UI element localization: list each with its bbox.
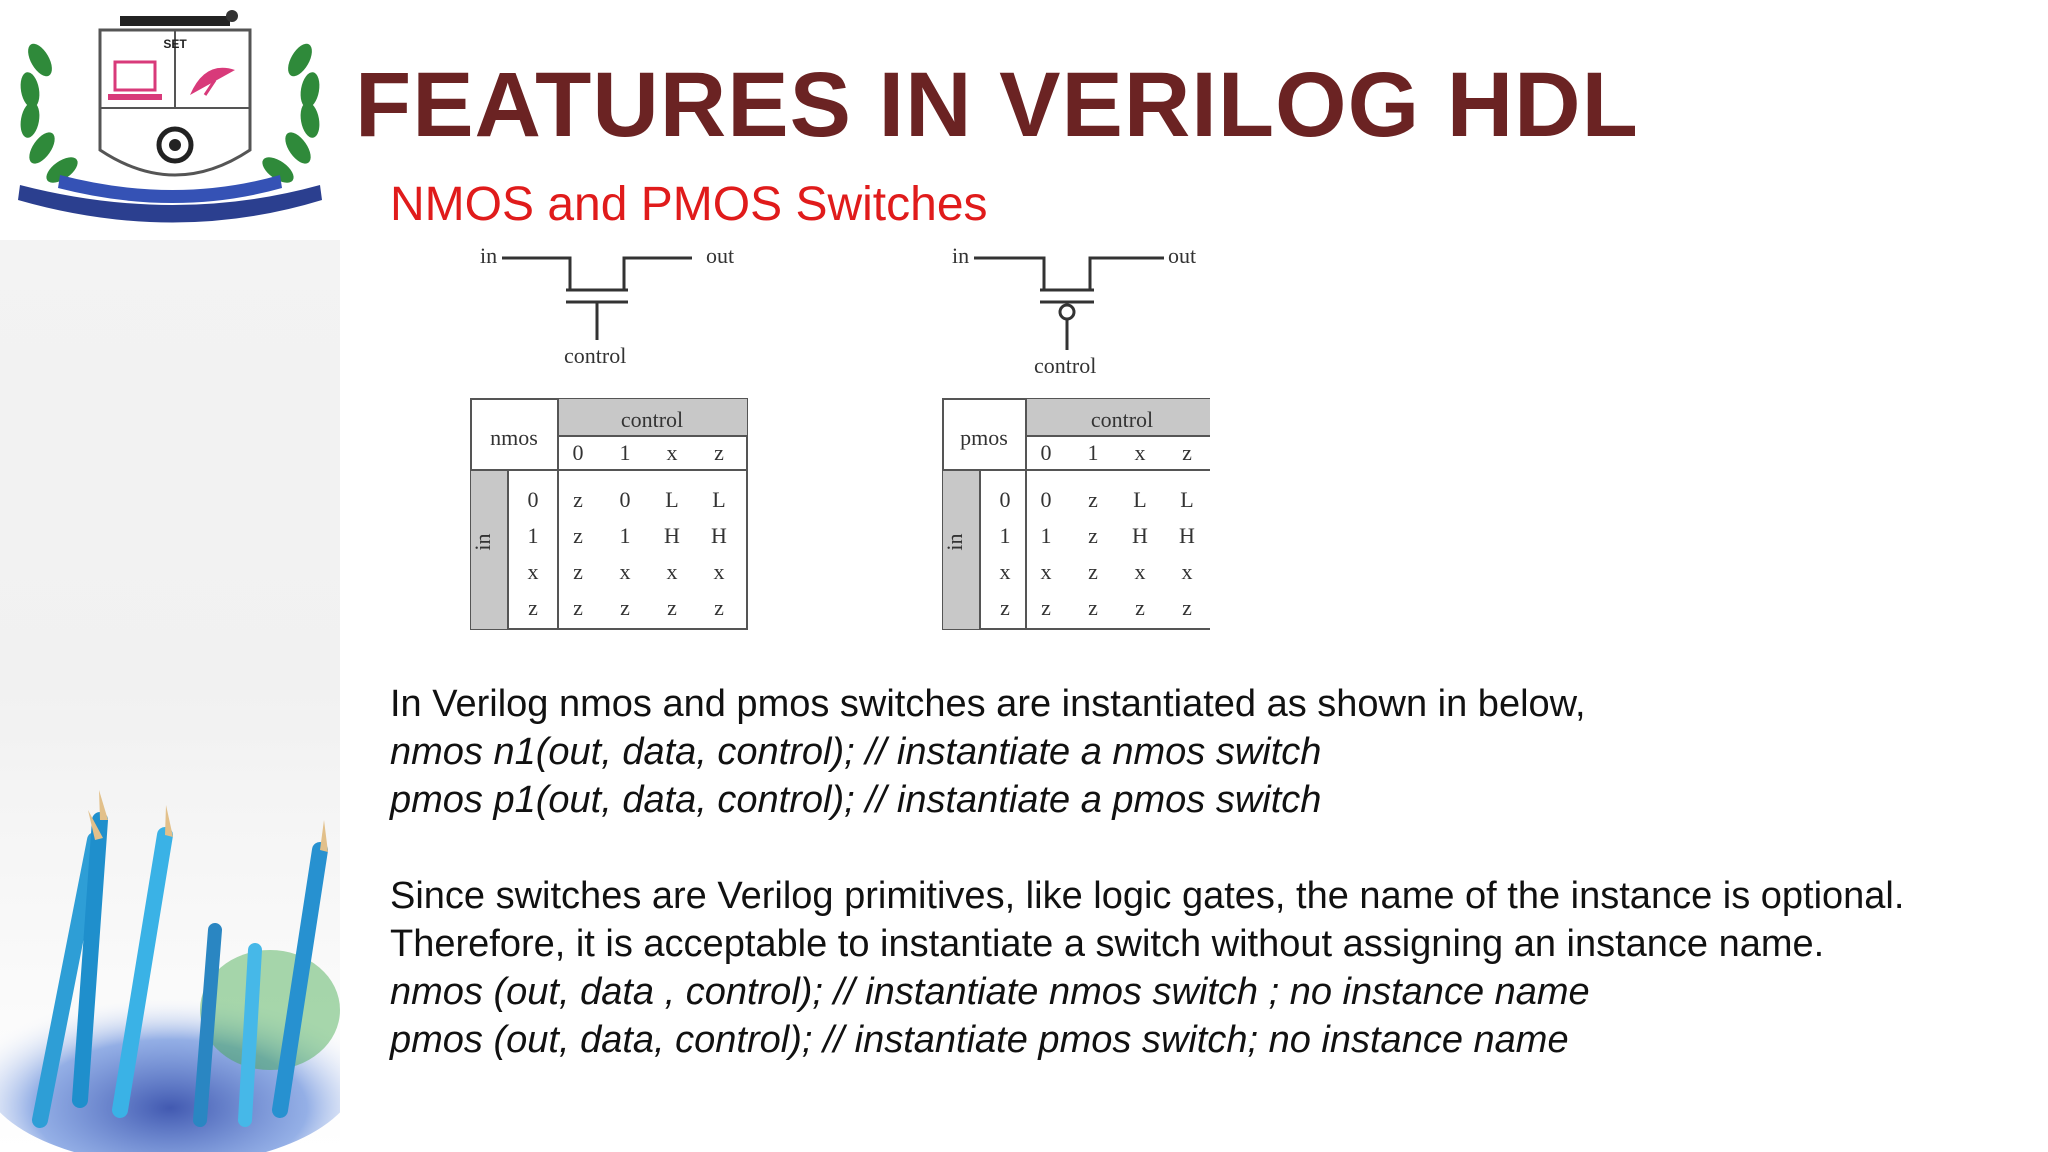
university-logo-icon (0, 0, 340, 240)
instance-name-paragraph (390, 872, 1980, 1064)
pmos-table-cell: z (1182, 595, 1192, 620)
pmos-table-col-header: 1 (1087, 440, 1099, 465)
instance-name-text: Since switches are Verilog primitives, like logic gates, the name of the instance is optional. Therefore, it is acceptable to instantiate a switch without assigning an instance name. (390, 875, 1905, 965)
nmos-table-corner-label: nmos (490, 425, 538, 450)
pmos-table-cell: z (1135, 595, 1145, 620)
nmos-table-cell: 1 (619, 523, 631, 548)
nmos-table-row-input: z (528, 595, 538, 620)
pmos-table-corner-label: pmos (960, 425, 1008, 450)
slide-subtitle: NMOS and PMOS Switches (390, 178, 988, 231)
intro-text: In Verilog nmos and pmos switches are instantiated as shown in below, (390, 683, 1586, 725)
nmos-table-cell: z (573, 487, 583, 512)
nmos-table-in-label: in (470, 533, 495, 551)
nmos-table-cell: H (711, 523, 727, 548)
nmos-code-line: nmos n1(out, data, control); // instantiate a nmos switch (390, 731, 1322, 773)
nmos-table-cell: x (713, 559, 725, 584)
pmos-table-cell: H (1179, 523, 1195, 548)
nmos-table-col-header: z (714, 440, 724, 465)
pmos-table-in-label: in (942, 533, 967, 551)
instantiation-paragraph (390, 680, 1990, 824)
pmos-table-cell: 0 (1040, 487, 1052, 512)
nmos-symbol-diagram (470, 240, 750, 370)
nmos-table-col-header: x (666, 440, 678, 465)
nmos-table-col-header: 1 (619, 440, 631, 465)
nmos-unnamed-code-line: nmos (out, data , control); // instantiate nmos switch ; no instance name (390, 971, 1590, 1013)
nmos-control-label: control (564, 343, 627, 368)
slide-title: FEATURES IN VERILOG HDL (355, 54, 1639, 156)
nmos-table-cell: L (665, 487, 679, 512)
pmos-table-cell: H (1132, 523, 1148, 548)
nmos-table-row-input: 0 (527, 487, 539, 512)
pmos-table-cell: L (1133, 487, 1147, 512)
pmos-table-control-header: control (1090, 407, 1154, 432)
pmos-control-label: control (1034, 353, 1097, 378)
pmos-table-col-header: z (1182, 440, 1192, 465)
nmos-table-cell: z (573, 523, 583, 548)
pmos-table-row-input: z (1000, 595, 1010, 620)
nmos-in-label: in (480, 243, 498, 268)
pmos-truth-table (942, 398, 1210, 633)
pmos-table-cell: z (1041, 595, 1051, 620)
nmos-table-cell: z (620, 595, 630, 620)
nmos-table-cell: x (666, 559, 678, 584)
pmos-table-col-header: x (1134, 440, 1146, 465)
nmos-out-label: out (706, 243, 735, 268)
logo-area (0, 0, 340, 240)
pencils-decoration-icon (0, 780, 340, 1152)
pmos-table-cell: z (1088, 487, 1098, 512)
pmos-table-row-input: x (999, 559, 1011, 584)
nmos-table-cell: H (664, 523, 680, 548)
nmos-table-col-header: 0 (572, 440, 584, 465)
nmos-table-cell: z (667, 595, 677, 620)
pmos-table-cell: z (1088, 559, 1098, 584)
pmos-table-cell: x (1040, 559, 1052, 584)
pmos-table-cell: x (1134, 559, 1146, 584)
pmos-table-cell: L (1180, 487, 1194, 512)
pmos-out-label: out (1168, 243, 1197, 268)
pmos-table-row-input: 0 (999, 487, 1011, 512)
pmos-table-cell: 1 (1040, 523, 1052, 548)
pmos-table-cell: x (1181, 559, 1193, 584)
pmos-symbol-diagram (942, 240, 1222, 380)
nmos-table-cell: L (712, 487, 726, 512)
nmos-table-row-input: x (527, 559, 539, 584)
pmos-code-line: pmos p1(out, data, control); // instantiate a pmos switch (390, 779, 1322, 821)
pmos-unnamed-code-line: pmos (out, data, control); // instantiate pmos switch; no instance name (390, 1019, 1569, 1061)
pmos-table-row-input: 1 (999, 523, 1011, 548)
nmos-table-cell: z (573, 559, 583, 584)
nmos-table-cell: x (619, 559, 631, 584)
svg-text:SET: SET (163, 37, 187, 51)
nmos-table-control-header: control (620, 407, 684, 432)
pmos-in-label: in (952, 243, 970, 268)
pmos-table-cell: z (1088, 523, 1098, 548)
decorative-sidebar (0, 0, 340, 1152)
pmos-table-cell: z (1088, 595, 1098, 620)
nmos-table-row-input: 1 (527, 523, 539, 548)
pmos-table-col-header: 0 (1040, 440, 1052, 465)
nmos-table-cell: z (573, 595, 583, 620)
nmos-truth-table (470, 398, 750, 633)
nmos-table-cell: z (714, 595, 724, 620)
nmos-table-cell: 0 (619, 487, 631, 512)
